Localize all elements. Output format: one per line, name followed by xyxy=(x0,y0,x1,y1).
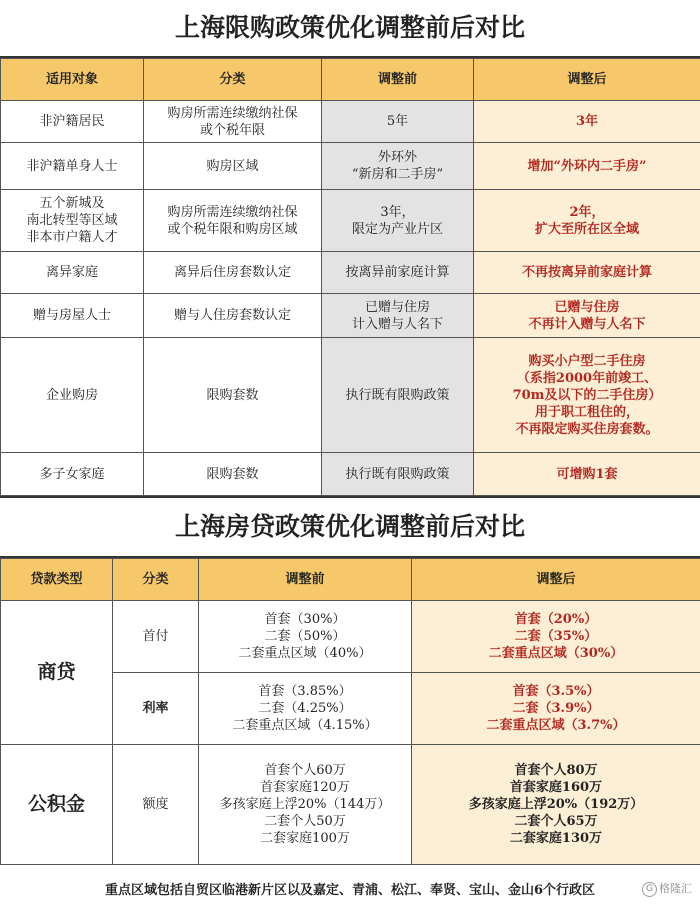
table-row xyxy=(1,143,700,190)
cell-line: 5年 xyxy=(386,114,409,129)
cell-line: 二套（4.25%） xyxy=(258,701,352,716)
category-cell xyxy=(144,252,322,294)
cell-line: 计入赠与人名下 xyxy=(351,316,443,332)
after-cell xyxy=(474,252,700,294)
cell-line: 二套个人50万 xyxy=(264,814,346,829)
loan-type-cell: 商贷 xyxy=(1,601,113,745)
before-cell xyxy=(322,101,474,143)
cell-line: 首套个人60万 xyxy=(264,763,346,778)
target-cell xyxy=(1,338,144,453)
mortgage-header-row xyxy=(1,559,700,601)
cell-line: 首套家庭160万 xyxy=(509,780,603,795)
cell-line: 首套个人80万 xyxy=(514,763,598,778)
cell-line: 执行既有限购政策 xyxy=(345,466,450,482)
restriction-table-title: 上海限购政策优化调整前后对比 xyxy=(0,0,700,58)
cell-line: 70m及以下的二手住房） xyxy=(512,387,662,403)
cell-line: 购房所需连续缴纳社保 xyxy=(167,204,298,220)
header-category: 分类 xyxy=(144,59,322,101)
cell-line: 或个税年限和购房区域 xyxy=(167,221,298,237)
cell-line: 或个税年限 xyxy=(199,122,265,138)
restriction-table xyxy=(0,58,700,496)
cell-line: 二套重点区域（30%） xyxy=(488,646,624,661)
cell-line: 不再按离异前家庭计算 xyxy=(521,265,652,280)
cell-line: 限购套数 xyxy=(206,466,259,482)
after-cell xyxy=(412,601,700,673)
cell-line: 多子女家庭 xyxy=(39,466,105,482)
before-cell xyxy=(199,745,412,865)
after-cell xyxy=(474,294,700,338)
category-cell xyxy=(144,453,322,496)
cell-line: 首套（3.5%） xyxy=(512,684,600,699)
category-cell: 首付 xyxy=(113,601,199,673)
category-cell xyxy=(144,190,322,252)
header-after: 调整后 xyxy=(474,59,700,101)
before-cell xyxy=(322,143,474,190)
after-cell xyxy=(474,190,700,252)
cell-line: 二套（35%） xyxy=(514,629,598,644)
before-cell xyxy=(199,673,412,745)
cell-line: 二套家庭130万 xyxy=(509,831,603,846)
category-cell xyxy=(144,143,322,190)
cell-line: 首套（20%） xyxy=(514,612,598,627)
cell-line: 不再限定购买住房套数。 xyxy=(515,421,659,437)
watermark-text: 格隆汇 xyxy=(659,882,692,895)
before-cell xyxy=(322,453,474,496)
cell-line: 限购套数 xyxy=(206,387,259,403)
cell-line: 离异家庭 xyxy=(45,265,98,280)
cell-line: 已赠与住房 xyxy=(554,299,620,315)
target-cell xyxy=(1,453,144,496)
category-cell xyxy=(144,294,322,338)
table-row xyxy=(1,601,700,673)
category-cell xyxy=(144,338,322,453)
table-row xyxy=(1,190,700,252)
mortgage-table-body xyxy=(1,601,700,865)
header-target: 适用对象 xyxy=(1,59,144,101)
cell-line: 2年， xyxy=(569,204,605,220)
target-cell xyxy=(1,190,144,252)
cell-line: 二套重点区域（4.15%） xyxy=(232,718,378,733)
cell-line: 二套（50%） xyxy=(264,629,346,644)
cell-line: 赠与人住房套数认定 xyxy=(173,308,291,323)
header-before: 调整前 xyxy=(199,559,412,601)
logo-icon: G xyxy=(642,882,657,897)
mortgage-table xyxy=(0,558,700,865)
cell-line: 首套（3.85%） xyxy=(258,684,352,699)
before-cell xyxy=(322,252,474,294)
before-cell xyxy=(199,601,412,673)
header-category: 分类 xyxy=(113,559,199,601)
cell-line: 执行既有限购政策 xyxy=(345,387,450,403)
cell-line: 离异后住房套数认定 xyxy=(173,265,291,280)
header-loan-type: 贷款类型 xyxy=(1,559,113,601)
cell-line: 用于职工租住的， xyxy=(534,404,639,420)
header-after: 调整后 xyxy=(412,559,700,601)
cell-line: 二套个人65万 xyxy=(514,814,598,829)
before-cell xyxy=(322,190,474,252)
cell-line: 按离异前家庭计算 xyxy=(345,265,450,280)
category-cell: 利率 xyxy=(113,673,199,745)
cell-line: 3年， xyxy=(380,204,415,220)
mortgage-table-title: 上海房贷政策优化调整前后对比 xyxy=(0,496,700,558)
target-cell xyxy=(1,294,144,338)
cell-line: 多孩家庭上浮20%（192万） xyxy=(468,797,644,812)
category-cell: 额度 xyxy=(113,745,199,865)
after-cell xyxy=(412,745,700,865)
cell-line: 不再计入赠与人名下 xyxy=(528,316,646,332)
cell-line: 购房区域 xyxy=(206,158,259,174)
watermark xyxy=(642,880,692,897)
cell-line: 企业购房 xyxy=(45,387,98,403)
cell-line: 非沪籍居民 xyxy=(39,114,105,129)
after-cell xyxy=(474,453,700,496)
cell-line: 购买小户型二手住房 xyxy=(528,353,646,369)
after-cell xyxy=(474,338,700,453)
table-row xyxy=(1,453,700,496)
cell-line: 购房所需连续缴纳社保 xyxy=(167,105,298,121)
before-cell xyxy=(322,294,474,338)
table-row xyxy=(1,252,700,294)
cell-line: 3年 xyxy=(575,114,599,129)
cell-line: 二套（3.9%） xyxy=(512,701,600,716)
table-row xyxy=(1,338,700,453)
target-cell xyxy=(1,252,144,294)
cell-line: 五个新城及 xyxy=(39,196,105,211)
table-row xyxy=(1,745,700,865)
footnote: 重点区域包括自贸区临港新片区以及嘉定、青浦、松江、奉贤、宝山、金山6个行政区 xyxy=(104,883,596,898)
cell-line: 非本市户籍人才 xyxy=(26,230,118,245)
cell-line: 首套家庭120万 xyxy=(260,780,350,795)
loan-type-cell: 公积金 xyxy=(1,745,113,865)
before-cell xyxy=(322,338,474,453)
cell-line: 扩大至所在区全域 xyxy=(534,221,639,237)
cell-line: 已赠与住房 xyxy=(364,299,430,315)
after-cell xyxy=(474,101,700,143)
restriction-table-body xyxy=(1,101,700,496)
cell-line: “新房和二手房” xyxy=(351,167,444,182)
cell-line: 二套重点区域（3.7%） xyxy=(486,718,626,733)
after-cell xyxy=(412,673,700,745)
header-before: 调整前 xyxy=(322,59,474,101)
category-cell xyxy=(144,101,322,143)
target-cell xyxy=(1,101,144,143)
cell-line: 多孩家庭上浮20%（144万） xyxy=(219,797,391,812)
cell-line: 二套重点区域（40%） xyxy=(238,646,372,661)
table-row xyxy=(1,101,700,143)
cell-line: 首套（30%） xyxy=(264,612,346,627)
cell-line: （系指2000年前竣工、 xyxy=(516,370,658,386)
cell-line: 可增购1套 xyxy=(556,466,618,482)
restriction-header-row xyxy=(1,59,700,101)
target-cell xyxy=(1,143,144,190)
cell-line: 南北转型等区域 xyxy=(26,213,118,228)
cell-line: 增加“外环内二手房” xyxy=(527,158,647,174)
table-row xyxy=(1,294,700,338)
cell-line: 限定为产业片区 xyxy=(351,221,443,237)
cell-line: 外环外 xyxy=(377,150,417,165)
cell-line: 二套家庭100万 xyxy=(260,831,350,846)
after-cell xyxy=(474,143,700,190)
cell-line: 赠与房屋人士 xyxy=(32,308,111,323)
cell-line: 非沪籍单身人士 xyxy=(26,158,118,174)
